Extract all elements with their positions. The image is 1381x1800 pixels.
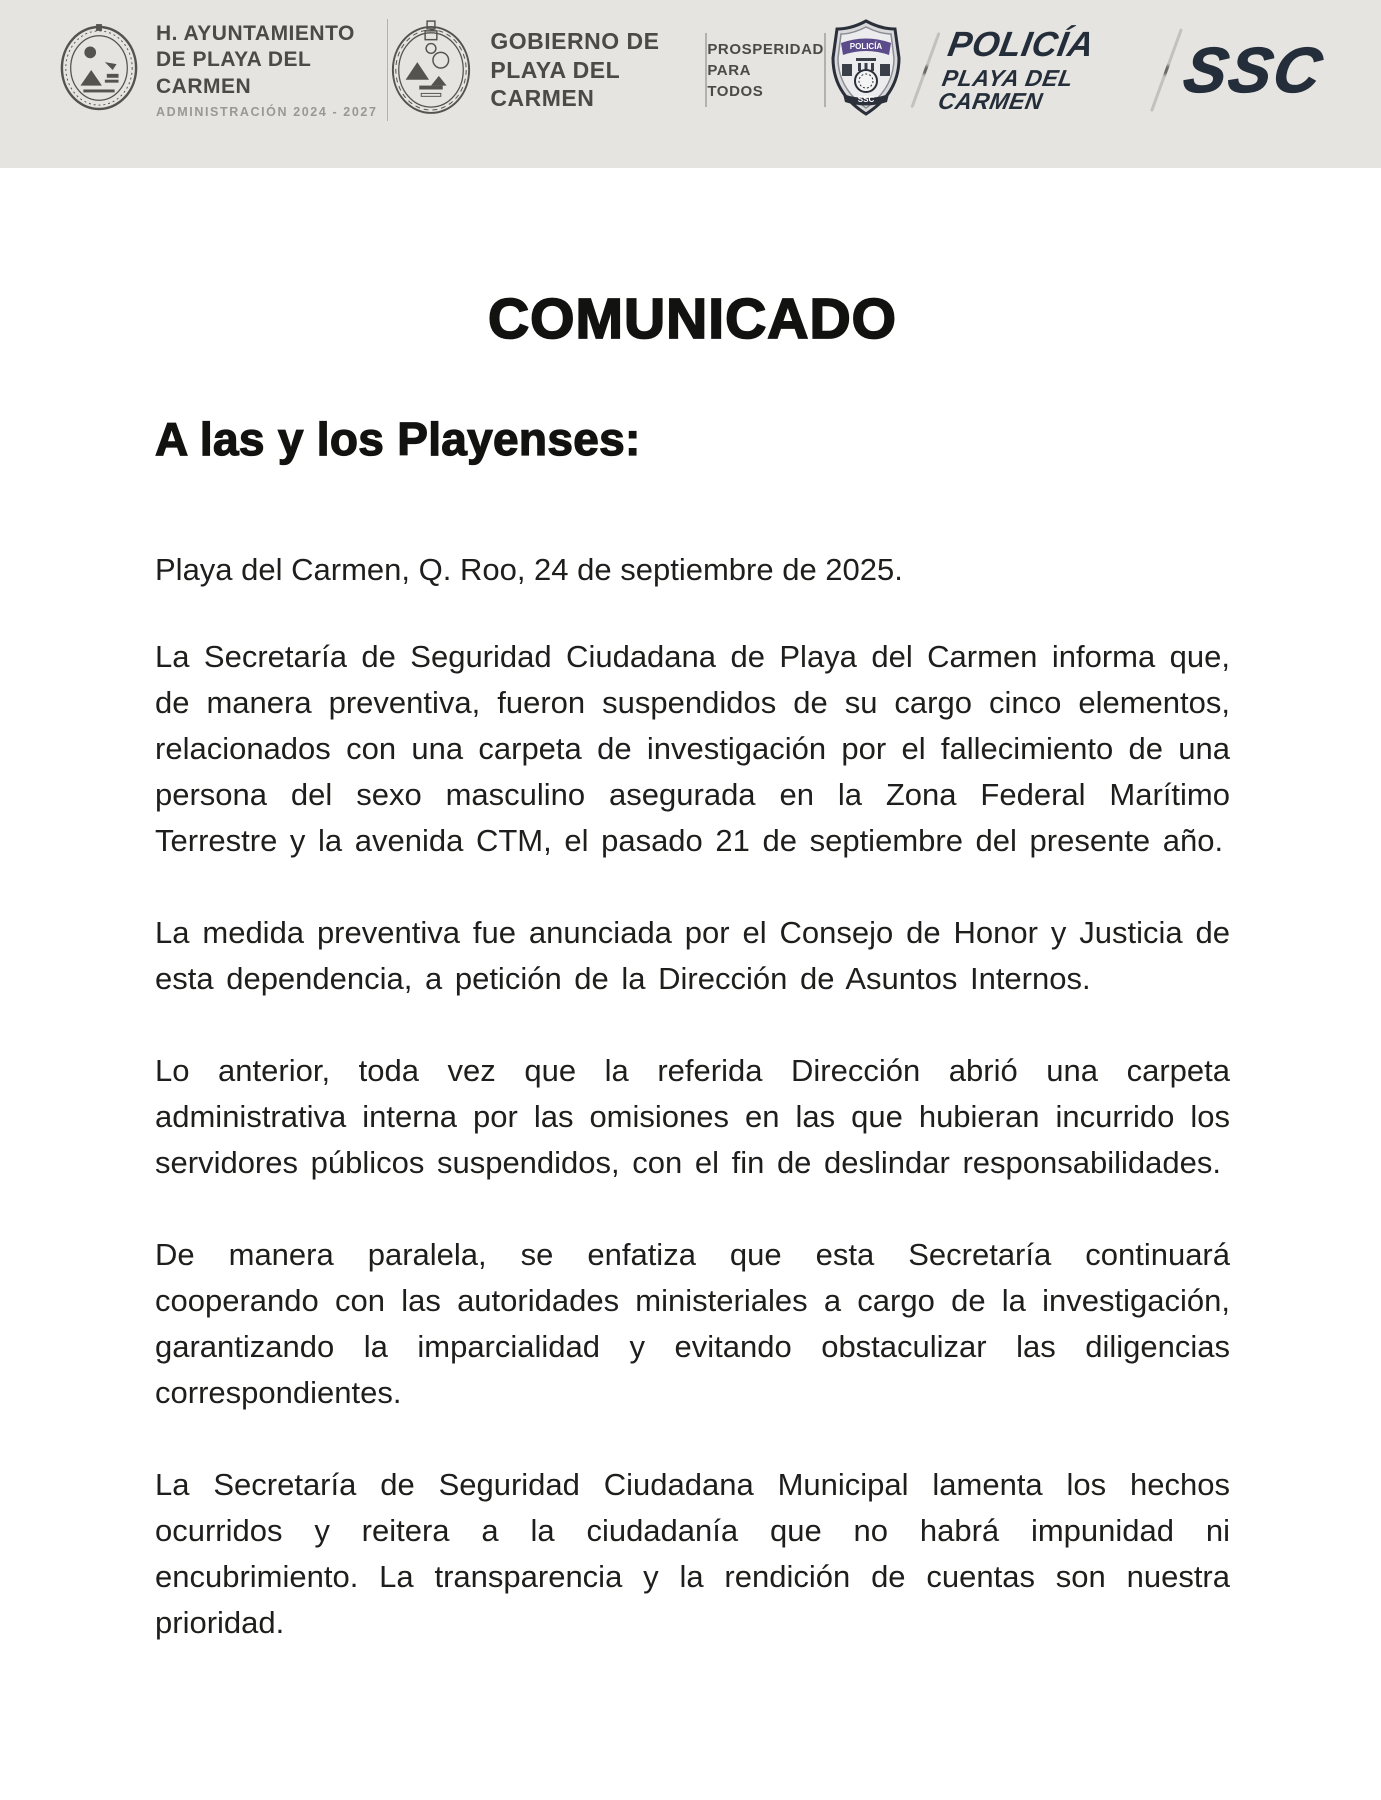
svg-text:POLICÍA: POLICÍA: [849, 41, 883, 51]
prosperidad-line3: TODOS: [707, 82, 764, 100]
document-salutation: A las y los Playenses:: [155, 413, 641, 465]
prosperidad-motto: [707, 41, 824, 100]
brand-gobierno: [388, 19, 705, 122]
prosperidad-line1: PROSPERIDAD: [707, 40, 824, 58]
brand-policia-ssc: [826, 18, 1330, 123]
body-paragraph: De manera paralela, se enfatiza que esta Secretaría continuará cooperando con las autoridades ministeriales a cargo de la investigación, garantizando la imparcialidad y evitando obstaculizar las diligencias correspondientes.: [155, 1237, 1230, 1410]
gobierno-line2: PLAYA DEL CARMEN: [490, 56, 620, 112]
ayuntamiento-line1: H. AYUNTAMIENTO: [156, 22, 355, 46]
communique-document: [0, 286, 1381, 1646]
police-badge-icon: [826, 18, 906, 123]
brand-ayuntamiento: [58, 21, 387, 119]
gobierno-seal-icon: [388, 19, 474, 122]
slash-divider-icon: [1150, 28, 1182, 112]
ayuntamiento-line3: ADMINISTRACIÓN 2024 - 2027: [156, 104, 378, 119]
ayuntamiento-line2: DE PLAYA DEL CARMEN: [156, 48, 311, 98]
policia-wordmark: [937, 27, 1155, 113]
policia-wordmark-line1: POLICÍA: [945, 25, 1098, 64]
gobierno-text: [490, 27, 705, 113]
ssc-wordmark: SSC: [1179, 34, 1330, 106]
document-dateline: Playa del Carmen, Q. Roo, 24 de septiembre de 2025.: [155, 552, 903, 587]
ayuntamiento-seal-icon: [58, 22, 140, 119]
body-paragraph: La Secretaría de Seguridad Ciudadana de Playa del Carmen informa que, de manera preventiva, fueron suspendidos de su cargo cinco elementos, relacionados con una carpeta de investigación por el fallecimiento de una persona del sexo masculino asegurada en la Zona Federal Marítimo Terrestre y la avenida CTM, el pasado 21 de septiembre del presente año.: [155, 639, 1230, 858]
gobierno-line1: GOBIERNO DE: [490, 27, 660, 54]
policia-wordmark-line2: PLAYA DEL CARMEN: [936, 65, 1076, 114]
body-paragraph: La medida preventiva fue anunciada por el Consejo de Honor y Justicia de esta dependencia, a petición de la Dirección de Asuntos Internos.: [155, 915, 1230, 996]
header-bar: [0, 0, 1381, 168]
prosperidad-line2: PARA: [707, 61, 752, 79]
slash-divider-icon: [910, 32, 940, 108]
body-paragraph: La Secretaría de Seguridad Ciudadana Municipal lamenta los hechos ocurridos y reitera a la ciudadanía que no habrá impunidad ni encubrimiento. La transparencia y la rendición de cuentas son nuestra prioridad.: [155, 1467, 1230, 1640]
ayuntamiento-text: [156, 21, 387, 119]
svg-text:SSC: SSC: [857, 94, 875, 104]
document-title: COMUNICADO: [488, 287, 897, 351]
body-paragraph: Lo anterior, toda vez que la referida Dirección abrió una carpeta administrativa interna por las omisiones en las que hubieran incurrido los servidores públicos suspendidos, con el fin de deslindar responsabilidades.: [155, 1053, 1230, 1180]
